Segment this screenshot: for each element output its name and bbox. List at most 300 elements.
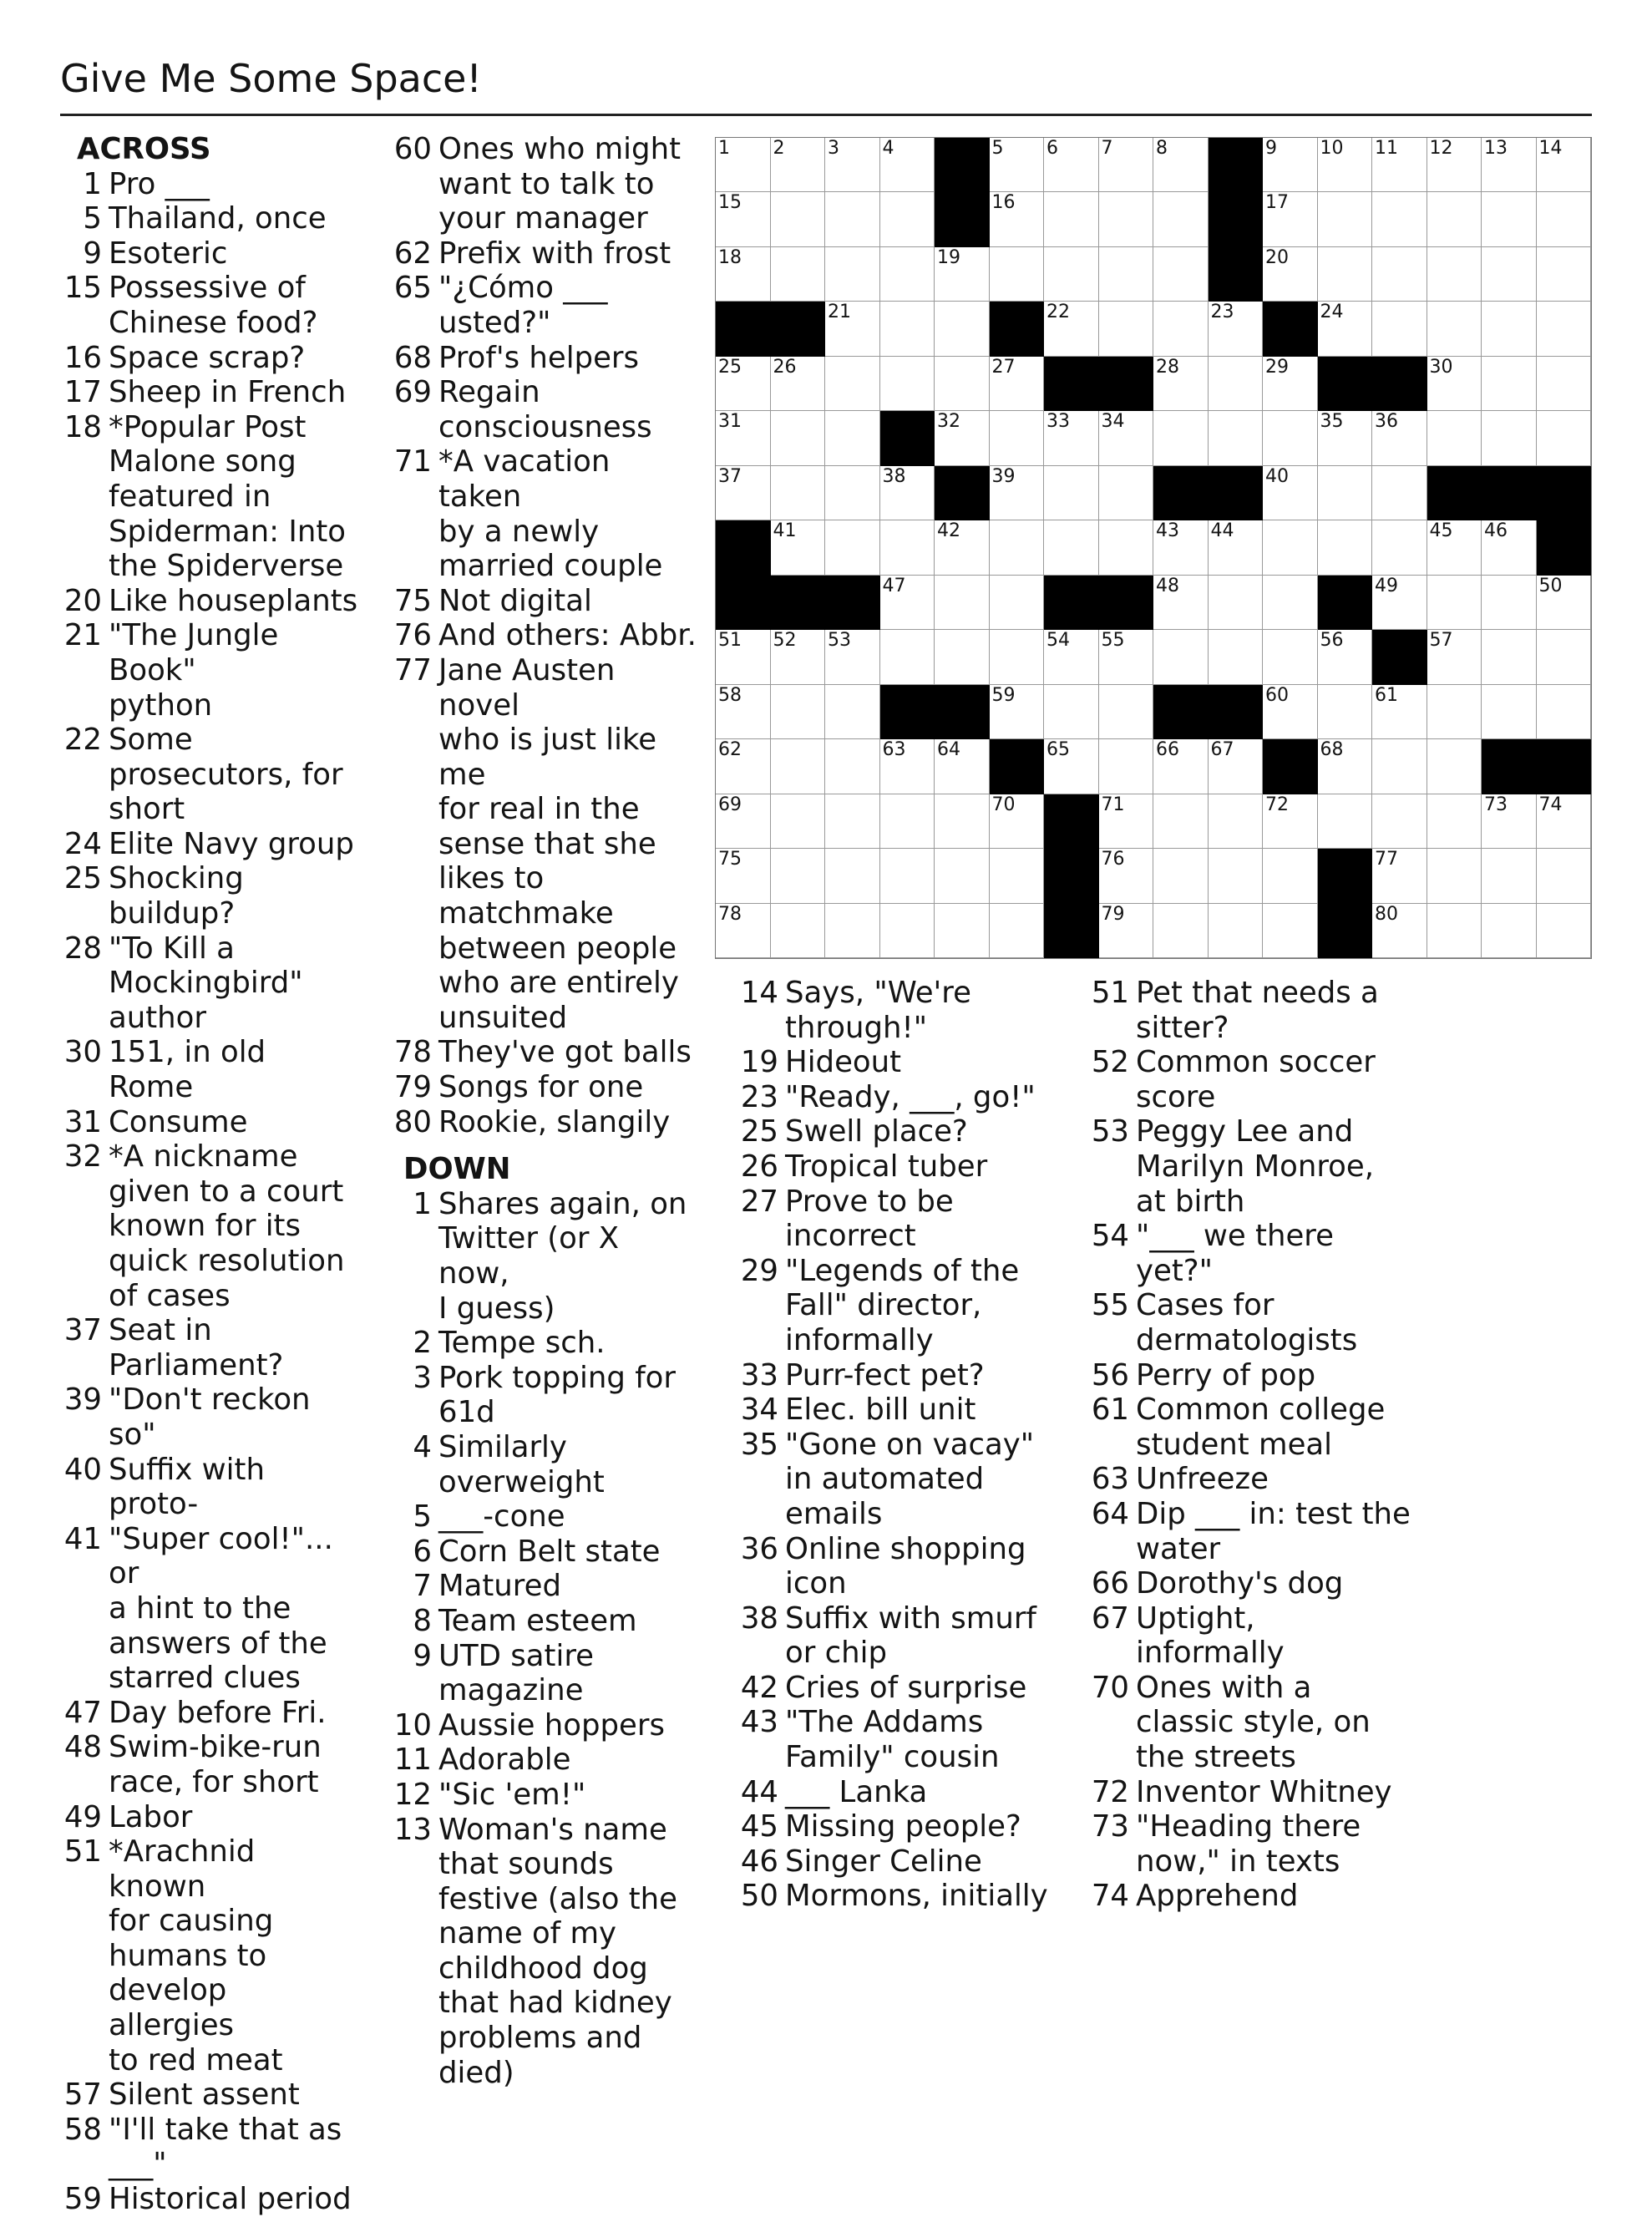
grid-cell[interactable] xyxy=(1537,576,1592,630)
grid-cell[interactable] xyxy=(1209,794,1264,849)
grid-cell[interactable] xyxy=(1372,192,1427,246)
grid-cell[interactable] xyxy=(716,247,771,302)
grid-cell[interactable] xyxy=(1153,849,1209,903)
grid-cell[interactable] xyxy=(825,685,880,739)
black-square xyxy=(1209,138,1264,192)
grid-cell[interactable] xyxy=(1209,302,1264,356)
grid-cell[interactable] xyxy=(1537,138,1592,192)
grid-cell[interactable] xyxy=(1427,849,1482,903)
grid-cell[interactable] xyxy=(1044,138,1099,192)
grid-cell[interactable] xyxy=(1044,739,1099,794)
grid-cell[interactable] xyxy=(1209,904,1264,958)
grid-cell[interactable] xyxy=(1263,192,1318,246)
grid-cell[interactable] xyxy=(1209,411,1264,465)
clue-number: 18 xyxy=(63,409,102,444)
grid-cell[interactable] xyxy=(825,302,880,356)
clue-text-line: develop allergies xyxy=(109,1973,235,2043)
grid-cell[interactable] xyxy=(1044,466,1099,520)
grid-cell[interactable] xyxy=(1427,302,1482,356)
grid-cell[interactable] xyxy=(990,138,1045,192)
grid-cell[interactable] xyxy=(935,247,990,302)
grid-cell[interactable] xyxy=(1537,904,1592,958)
grid-cell[interactable] xyxy=(1044,247,1099,302)
clue-text-line: Common college xyxy=(1136,1393,1386,1428)
grid-cell[interactable] xyxy=(1537,794,1592,849)
grid-cell[interactable] xyxy=(1318,302,1373,356)
cell-number: 47 xyxy=(882,575,906,596)
grid-cell[interactable] xyxy=(1263,247,1318,302)
grid-cell[interactable] xyxy=(825,192,880,246)
clue-number: 51 xyxy=(63,1834,102,1869)
clue-item xyxy=(388,1070,697,1105)
cell-number: 42 xyxy=(937,520,960,542)
clue-item xyxy=(735,976,1069,1045)
black-square xyxy=(1537,520,1592,575)
grid-cell[interactable] xyxy=(1153,630,1209,684)
cell-number: 78 xyxy=(718,903,742,925)
clue-number: 12 xyxy=(393,1777,432,1812)
clue-text-line: UTD satire xyxy=(438,1638,594,1673)
grid-cell[interactable] xyxy=(935,794,990,849)
grid-cell[interactable] xyxy=(1044,520,1099,575)
grid-cell[interactable] xyxy=(990,576,1045,630)
clue-text-line: Day before Fri. xyxy=(109,1695,327,1730)
grid-cell[interactable] xyxy=(935,520,990,575)
cell-number: 27 xyxy=(991,356,1016,378)
grid-cell[interactable] xyxy=(990,794,1045,849)
grid-cell[interactable] xyxy=(771,904,826,958)
grid-cell[interactable] xyxy=(1427,630,1482,684)
grid-cell[interactable] xyxy=(1099,520,1154,575)
grid-cell[interactable] xyxy=(1318,739,1373,794)
cell-number: 16 xyxy=(991,192,1016,214)
clue-text-line: Purr-fect pet? xyxy=(785,1357,985,1393)
grid-cell[interactable] xyxy=(1044,192,1099,246)
grid-cell[interactable] xyxy=(1318,138,1373,192)
grid-cell[interactable] xyxy=(880,630,935,684)
grid-cell[interactable] xyxy=(1318,247,1373,302)
clue-text-line: Marilyn Monroe, xyxy=(1136,1149,1375,1184)
grid-cell[interactable] xyxy=(1263,466,1318,520)
grid-cell[interactable] xyxy=(1153,247,1209,302)
grid-cell[interactable] xyxy=(1044,411,1099,465)
grid-cell[interactable] xyxy=(990,247,1045,302)
grid-cell[interactable] xyxy=(1427,904,1482,958)
clue-text-line: Woman's name xyxy=(438,1812,667,1847)
grid-cell[interactable] xyxy=(1482,576,1537,630)
grid-cell[interactable] xyxy=(1209,630,1264,684)
clue-text-line: problems and xyxy=(438,2021,642,2056)
clue-item xyxy=(58,931,359,1036)
clue-number: 16 xyxy=(63,340,102,375)
grid-cell[interactable] xyxy=(1318,192,1373,246)
grid-cell[interactable] xyxy=(771,520,826,575)
clue-item xyxy=(388,444,697,583)
grid-cell[interactable] xyxy=(1263,794,1318,849)
grid-cell[interactable] xyxy=(771,411,826,465)
grid-cell[interactable] xyxy=(1427,192,1482,246)
black-square xyxy=(1372,630,1427,684)
clue-text-line: childhood dog xyxy=(438,1951,648,1986)
clue-item xyxy=(735,1149,1069,1185)
clue-item xyxy=(1086,1601,1428,1671)
grid-cell[interactable] xyxy=(1482,192,1537,246)
grid-cell[interactable] xyxy=(990,520,1045,575)
clue-item xyxy=(735,1045,1069,1080)
grid-cell[interactable] xyxy=(1482,138,1537,192)
grid-cell[interactable] xyxy=(935,411,990,465)
grid-cell[interactable] xyxy=(1209,357,1264,411)
cell-number: 13 xyxy=(1484,138,1508,159)
grid-cell[interactable] xyxy=(990,685,1045,739)
grid-cell[interactable] xyxy=(1372,247,1427,302)
grid-cell[interactable] xyxy=(825,411,880,465)
grid-cell[interactable] xyxy=(1209,739,1264,794)
clue-text-line: consciousness xyxy=(438,409,652,444)
cell-number: 31 xyxy=(718,411,742,433)
clue-number: 5 xyxy=(83,201,102,236)
clue-text-line: Elec. bill unit xyxy=(785,1393,976,1428)
grid-cell[interactable] xyxy=(1099,630,1154,684)
grid-cell[interactable] xyxy=(825,357,880,411)
clue-number: 51 xyxy=(1091,976,1129,1010)
cell-number: 71 xyxy=(1101,794,1125,815)
grid-cell[interactable] xyxy=(825,904,880,958)
grid-cell[interactable] xyxy=(1482,520,1537,575)
grid-cell[interactable] xyxy=(935,904,990,958)
cell-number: 67 xyxy=(1210,739,1234,761)
grid-cell[interactable] xyxy=(1372,411,1427,465)
grid-cell[interactable] xyxy=(825,630,880,684)
clue-text-line: icon xyxy=(785,1566,847,1601)
grid-cell[interactable] xyxy=(1318,520,1373,575)
grid-cell[interactable] xyxy=(1099,849,1154,903)
grid-cell[interactable] xyxy=(771,247,826,302)
grid-cell[interactable] xyxy=(990,466,1045,520)
grid-cell[interactable] xyxy=(1482,630,1537,684)
clue-number: 54 xyxy=(1091,1219,1129,1254)
grid-cell[interactable] xyxy=(1372,794,1427,849)
clue-text-line: Historical period xyxy=(109,2182,352,2217)
grid-cell[interactable] xyxy=(771,138,826,192)
cell-number: 22 xyxy=(1046,302,1070,323)
grid-cell[interactable] xyxy=(1482,685,1537,739)
grid-cell[interactable] xyxy=(1153,138,1209,192)
clue-text-line: Similarly xyxy=(438,1429,567,1464)
grid-cell[interactable] xyxy=(1372,904,1427,958)
grid-cell[interactable] xyxy=(825,466,880,520)
grid-cell[interactable] xyxy=(1318,794,1373,849)
grid-cell[interactable] xyxy=(990,411,1045,465)
grid-cell[interactable] xyxy=(825,849,880,903)
clue-text-line: Suffix with proto- xyxy=(109,1452,265,1522)
grid-cell[interactable] xyxy=(1318,411,1373,465)
grid-cell[interactable] xyxy=(1427,247,1482,302)
grid-cell[interactable] xyxy=(1482,794,1537,849)
grid-cell[interactable] xyxy=(1537,247,1592,302)
down-column-4 xyxy=(1086,976,1428,1914)
grid-cell[interactable] xyxy=(1099,138,1154,192)
clue-item xyxy=(388,236,697,271)
grid-cell[interactable] xyxy=(1153,520,1209,575)
grid-cell[interactable] xyxy=(1537,192,1592,246)
grid-cell[interactable] xyxy=(1427,411,1482,465)
grid-cell[interactable] xyxy=(880,520,935,575)
black-square xyxy=(1318,849,1373,903)
grid-cell[interactable] xyxy=(1427,576,1482,630)
grid-cell[interactable] xyxy=(771,357,826,411)
grid-cell[interactable] xyxy=(1427,739,1482,794)
grid-cell[interactable] xyxy=(1482,247,1537,302)
grid-cell[interactable] xyxy=(1537,849,1592,903)
grid-cell[interactable] xyxy=(1427,794,1482,849)
clue-text-line: "Don't reckon so" xyxy=(109,1382,311,1452)
cell-number: 35 xyxy=(1320,411,1344,433)
grid-cell[interactable] xyxy=(771,794,826,849)
grid-cell[interactable] xyxy=(1044,685,1099,739)
grid-cell[interactable] xyxy=(716,849,771,903)
grid-cell[interactable] xyxy=(1099,192,1154,246)
clue-number: 68 xyxy=(393,340,432,375)
grid-cell[interactable] xyxy=(771,739,826,794)
clue-item xyxy=(58,1035,359,1104)
grid-cell[interactable] xyxy=(1153,904,1209,958)
grid-cell[interactable] xyxy=(771,466,826,520)
grid-cell[interactable] xyxy=(825,794,880,849)
grid-cell[interactable] xyxy=(1372,576,1427,630)
grid-cell[interactable] xyxy=(1427,357,1482,411)
grid-cell[interactable] xyxy=(1427,138,1482,192)
black-square xyxy=(1318,576,1373,630)
grid-cell[interactable] xyxy=(1372,302,1427,356)
clue-text-line: Pork topping for xyxy=(438,1360,676,1395)
grid-cell[interactable] xyxy=(990,849,1045,903)
grid-cell[interactable] xyxy=(716,739,771,794)
grid-cell[interactable] xyxy=(1427,520,1482,575)
cell-number: 29 xyxy=(1265,356,1289,378)
clue-text-line: Prof's helpers xyxy=(438,340,640,375)
clue-list xyxy=(735,976,1069,1914)
grid-cell[interactable] xyxy=(880,576,935,630)
grid-cell[interactable] xyxy=(880,904,935,958)
clue-number: 70 xyxy=(1091,1670,1129,1705)
clue-number: 78 xyxy=(393,1035,432,1070)
grid-cell[interactable] xyxy=(880,138,935,192)
grid-cell[interactable] xyxy=(1318,685,1373,739)
clue-number: 56 xyxy=(1091,1357,1129,1393)
grid-cell[interactable] xyxy=(825,247,880,302)
clue-item xyxy=(388,341,697,376)
clue-number: 5 xyxy=(413,1499,432,1535)
grid-cell[interactable] xyxy=(716,138,771,192)
black-square xyxy=(771,302,826,356)
grid-cell[interactable] xyxy=(880,466,935,520)
grid-cell[interactable] xyxy=(716,466,771,520)
grid-cell[interactable] xyxy=(1099,739,1154,794)
grid-cell[interactable] xyxy=(1372,466,1427,520)
grid-cell[interactable] xyxy=(1153,739,1209,794)
clue-item xyxy=(388,1708,697,1743)
grid-cell[interactable] xyxy=(935,849,990,903)
grid-cell[interactable] xyxy=(1482,904,1537,958)
grid-cell[interactable] xyxy=(825,520,880,575)
grid-cell[interactable] xyxy=(880,357,935,411)
grid-cell[interactable] xyxy=(1263,520,1318,575)
grid-cell[interactable] xyxy=(716,630,771,684)
clue-number: 11 xyxy=(393,1743,432,1778)
clue-text-line: married couple xyxy=(438,549,663,584)
grid-cell[interactable] xyxy=(1099,904,1154,958)
grid-cell[interactable] xyxy=(1318,466,1373,520)
clue-number: 31 xyxy=(63,1104,102,1139)
black-square xyxy=(1318,357,1373,411)
black-square xyxy=(1209,247,1264,302)
black-square xyxy=(1044,904,1099,958)
clue-text-line: Jane Austen novel xyxy=(438,652,616,723)
clue-item xyxy=(58,2077,359,2113)
clue-number: 15 xyxy=(63,271,102,306)
grid-cell[interactable] xyxy=(716,794,771,849)
grid-cell[interactable] xyxy=(825,138,880,192)
grid-cell[interactable] xyxy=(1263,904,1318,958)
clue-text-line: that sounds xyxy=(438,1847,614,1882)
grid-cell[interactable] xyxy=(825,739,880,794)
clue-item xyxy=(388,1639,697,1708)
grid-cell[interactable] xyxy=(990,192,1045,246)
clue-item xyxy=(1086,1045,1428,1114)
grid-cell[interactable] xyxy=(1153,576,1209,630)
grid-cell[interactable] xyxy=(1372,739,1427,794)
clue-number: 22 xyxy=(63,723,102,758)
clue-text-line: between people xyxy=(438,931,677,966)
grid-cell[interactable] xyxy=(1318,630,1373,684)
grid-cell[interactable] xyxy=(716,192,771,246)
grid-cell[interactable] xyxy=(880,794,935,849)
grid-cell[interactable] xyxy=(880,192,935,246)
grid-cell[interactable] xyxy=(1153,794,1209,849)
clue-item xyxy=(735,1428,1069,1532)
grid-cell[interactable] xyxy=(716,411,771,465)
grid-cell[interactable] xyxy=(1099,685,1154,739)
grid-cell[interactable] xyxy=(1209,849,1264,903)
grid-cell[interactable] xyxy=(1263,357,1318,411)
black-square xyxy=(1209,466,1264,520)
cell-number: 60 xyxy=(1265,684,1289,706)
grid-cell[interactable] xyxy=(1372,685,1427,739)
black-square xyxy=(1537,739,1592,794)
grid-cell[interactable] xyxy=(716,357,771,411)
clue-text-line: matchmake xyxy=(438,896,614,931)
grid-cell[interactable] xyxy=(1044,302,1099,356)
grid-cell[interactable] xyxy=(1263,630,1318,684)
grid-cell[interactable] xyxy=(935,576,990,630)
grid-cell[interactable] xyxy=(716,685,771,739)
grid-cell[interactable] xyxy=(1427,685,1482,739)
grid-cell[interactable] xyxy=(1537,630,1592,684)
grid-cell[interactable] xyxy=(935,302,990,356)
grid-cell[interactable] xyxy=(880,302,935,356)
grid-cell[interactable] xyxy=(1372,849,1427,903)
clue-text-line: "Super cool!"... or xyxy=(109,1521,333,1591)
grid-cell[interactable] xyxy=(1153,302,1209,356)
grid-cell[interactable] xyxy=(880,739,935,794)
grid-cell[interactable] xyxy=(1263,576,1318,630)
clue-item xyxy=(388,1535,697,1570)
clue-number: 14 xyxy=(740,976,778,1010)
clue-number: 45 xyxy=(740,1809,778,1844)
clue-text-line: Twitter (or X now, xyxy=(438,1221,620,1291)
grid-cell[interactable] xyxy=(771,630,826,684)
clue-item xyxy=(1086,1219,1428,1288)
clue-text-line: Uptight, xyxy=(1136,1601,1255,1636)
clue-number: 27 xyxy=(740,1184,778,1219)
grid-cell[interactable] xyxy=(1263,849,1318,903)
grid-cell[interactable] xyxy=(1372,520,1427,575)
clue-item xyxy=(735,1601,1069,1671)
grid-cell[interactable] xyxy=(1263,685,1318,739)
grid-cell[interactable] xyxy=(1482,357,1537,411)
clue-item xyxy=(735,1705,1069,1774)
grid-cell[interactable] xyxy=(1482,302,1537,356)
grid-cell[interactable] xyxy=(990,630,1045,684)
grid-cell[interactable] xyxy=(1099,466,1154,520)
grid-cell[interactable] xyxy=(935,630,990,684)
grid-cell[interactable] xyxy=(880,247,935,302)
grid-cell[interactable] xyxy=(771,192,826,246)
grid-cell[interactable] xyxy=(1153,411,1209,465)
grid-cell[interactable] xyxy=(1537,357,1592,411)
clue-number: 59 xyxy=(63,2182,102,2217)
grid-cell[interactable] xyxy=(1537,411,1592,465)
grid-cell[interactable] xyxy=(1209,520,1264,575)
grid-cell[interactable] xyxy=(1153,192,1209,246)
grid-cell[interactable] xyxy=(1537,302,1592,356)
black-square xyxy=(825,576,880,630)
grid-cell[interactable] xyxy=(1209,576,1264,630)
grid-cell[interactable] xyxy=(1044,630,1099,684)
clue-text-line: Perry of pop xyxy=(1136,1357,1316,1393)
cell-number: 24 xyxy=(1320,302,1344,323)
clue-text-line: Sheep in French xyxy=(109,375,347,410)
clue-text-line: answers of the xyxy=(109,1626,327,1661)
black-square xyxy=(1209,192,1264,246)
grid-cell[interactable] xyxy=(935,739,990,794)
grid-cell[interactable] xyxy=(1482,849,1537,903)
clue-text-line: died) xyxy=(438,2055,514,2090)
clue-text-line: a hint to the xyxy=(109,1590,291,1626)
grid-cell[interactable] xyxy=(1099,247,1154,302)
cell-number: 72 xyxy=(1265,794,1289,815)
grid-cell[interactable] xyxy=(990,904,1045,958)
grid-cell[interactable] xyxy=(1482,411,1537,465)
grid-cell[interactable] xyxy=(1263,411,1318,465)
grid-cell[interactable] xyxy=(771,685,826,739)
grid-cell[interactable] xyxy=(1153,357,1209,411)
grid-cell[interactable] xyxy=(1099,794,1154,849)
black-square xyxy=(990,739,1045,794)
grid-cell[interactable] xyxy=(1263,138,1318,192)
grid-cell[interactable] xyxy=(716,904,771,958)
grid-cell[interactable] xyxy=(1099,302,1154,356)
grid-cell[interactable] xyxy=(880,849,935,903)
grid-cell[interactable] xyxy=(1537,685,1592,739)
grid-cell[interactable] xyxy=(1372,138,1427,192)
grid-cell[interactable] xyxy=(935,357,990,411)
grid-cell[interactable] xyxy=(771,849,826,903)
grid-cell[interactable] xyxy=(990,357,1045,411)
clue-item xyxy=(388,1187,697,1326)
grid-cell[interactable] xyxy=(1099,411,1154,465)
